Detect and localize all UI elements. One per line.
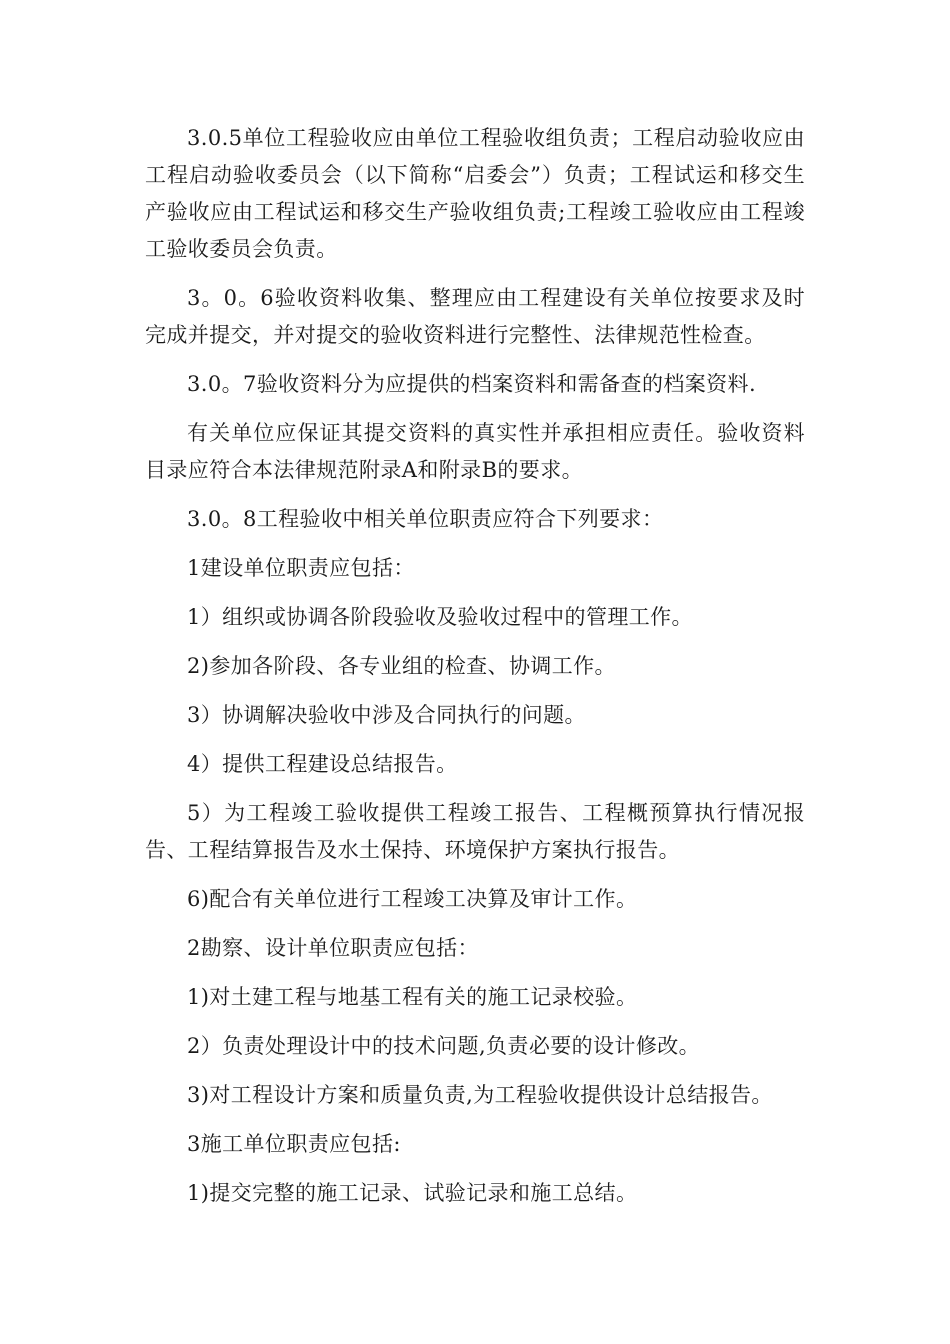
paragraph: 有关单位应保证其提交资料的真实性并承担相应责任。验收资料目录应符合本法律规范附录A和附录B的要求。 <box>145 421 805 482</box>
paragraph: 1）组织或协调各阶段验收及验收过程中的管理工作。 <box>187 605 693 629</box>
paragraph: 3）协调解决验收中涉及合同执行的问题。 <box>187 703 586 727</box>
paragraph: 2）负责处理设计中的技术问题,负责必要的设计修改。 <box>187 1034 701 1058</box>
paragraph: 3。0。6验收资料收集、整理应由工程建设有关单位按要求及时完成并提交，并对提交的验收资料进行完整性、法律规范性检查。 <box>145 286 805 347</box>
paragraph: 3.0.5单位工程验收应由单位工程验收组负责；工程启动验收应由工程启动验收委员会（以下简称“启委会”）负责；工程试运和移交生产验收应由工程试运和移交生产验收组负责;工程竣工验收应由工程竣工验收委员会负责。 <box>145 126 805 261</box>
document-body <box>145 120 805 1224</box>
paragraph: 1建设单位职责应包括： <box>187 556 415 580</box>
paragraph: 2)参加各阶段、各专业组的检查、协调工作。 <box>187 654 616 678</box>
paragraph: 6)配合有关单位进行工程竣工决算及审计工作。 <box>187 887 638 911</box>
paragraph: 2勘察、设计单位职责应包括： <box>187 936 479 960</box>
paragraph: 3)对工程设计方案和质量负责,为工程验收提供设计总结报告。 <box>187 1083 773 1107</box>
paragraph: 3施工单位职责应包括: <box>187 1132 401 1156</box>
paragraph: 5）为工程竣工验收提供工程竣工报告、工程概预算执行情况报告、工程结算报告及水土保持、环境保护方案执行报告。 <box>145 801 805 862</box>
paragraph: 3.0。8工程验收中相关单位职责应符合下列要求： <box>187 507 664 531</box>
paragraph: 1)对土建工程与地基工程有关的施工记录校验。 <box>187 985 638 1009</box>
paragraph: 3.0。7验收资料分为应提供的档案资料和需备查的档案资料. <box>187 372 757 396</box>
paragraph: 1)提交完整的施工记录、试验记录和施工总结。 <box>187 1181 638 1205</box>
paragraph: 4）提供工程建设总结报告。 <box>187 752 458 776</box>
